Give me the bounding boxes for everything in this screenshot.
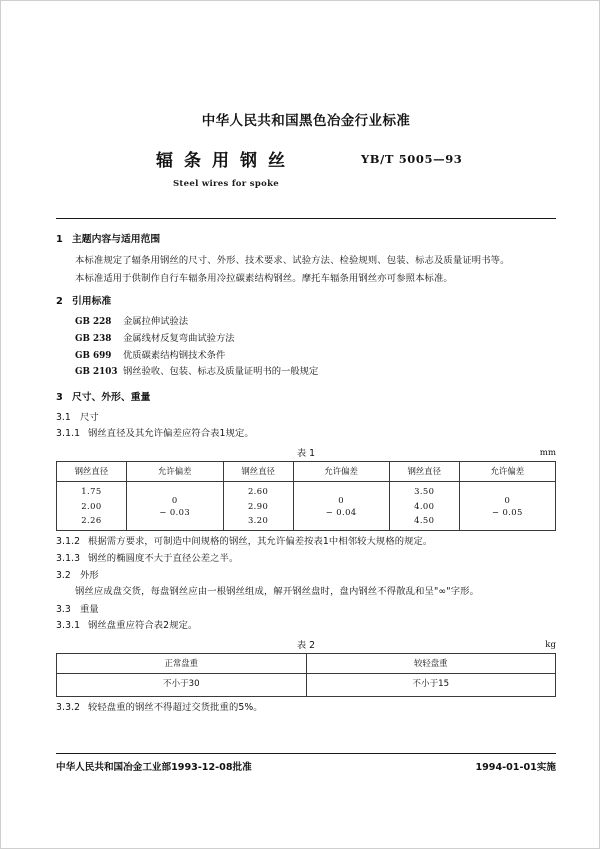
reference-code: GB 228 — [75, 317, 112, 328]
table-1 — [56, 461, 556, 531]
reference-code: GB 699 — [75, 350, 112, 361]
section-1-number: 1 — [56, 234, 63, 245]
diameter-value: 1.75 — [81, 486, 102, 497]
section-3-2-title: 外形 — [80, 570, 99, 582]
diameter-value: 3.20 — [247, 515, 269, 526]
section-2-heading — [56, 295, 556, 310]
clause-3-1-3-text: 钢丝的椭圆度不大于直径公差之半。 — [88, 553, 239, 565]
referenced-standards-list — [56, 315, 556, 379]
table-1-header-cell: 钢丝直径 — [57, 462, 127, 482]
clause-3-3-2-text: 较轻盘重的钢丝不得超过交货批重的5%。 — [88, 701, 263, 713]
section-3-title: 尺寸、外形、重量 — [72, 391, 151, 403]
document-body — [56, 233, 556, 718]
page-title: 辐条用钢丝 — [156, 151, 296, 171]
approval-text: 中华人民共和国冶金工业部1993-12-08批准 — [56, 762, 252, 773]
reference-code: GB 238 — [75, 333, 112, 344]
section-3-1-heading — [56, 411, 556, 425]
clause-3-3-2 — [56, 701, 556, 715]
reference-title: 钢丝验收、包装、标志及质量证明书的一般规定 — [123, 366, 319, 378]
clause-3-3-1 — [56, 619, 556, 633]
header-divider — [56, 218, 556, 219]
table-1-tolerance-group-3 — [459, 482, 555, 531]
reference-title: 金属线材反复弯曲试验方法 — [123, 332, 235, 344]
table-1-header-cell: 允许偏差 — [126, 462, 223, 482]
issuer-title: 中华人民共和国黑色冶金行业标准 — [201, 113, 411, 129]
clause-3-1-1-text: 钢丝直径及其允许偏差应符合表1规定。 — [88, 428, 254, 440]
page-content-area — [56, 1, 556, 849]
list-item — [56, 332, 556, 346]
table-2-block — [56, 639, 556, 697]
clause-3-1-1-number: 3.1.1 — [56, 428, 81, 440]
section-1-heading — [56, 233, 556, 248]
list-item — [56, 365, 556, 379]
clause-3-1-2-text: 根据需方要求，可制造中间规格的钢丝，其允许偏差按表1中相邻较大规格的规定。 — [88, 536, 433, 548]
table-row — [57, 482, 556, 531]
table-1-unit: mm — [539, 448, 556, 459]
tolerance-upper: 0 — [504, 494, 511, 505]
clause-3-1-3 — [56, 552, 556, 566]
clause-3-3-1-text: 钢丝盘重应符合表2规定。 — [88, 619, 198, 631]
list-item — [56, 315, 556, 329]
tolerance-lower: − 0.05 — [491, 507, 523, 518]
section-2-title: 引用标准 — [72, 295, 112, 307]
section-3-3-heading — [56, 603, 556, 617]
tolerance-lower: − 0.03 — [159, 507, 191, 518]
english-title: Steel wires for spoke — [172, 179, 279, 189]
table-1-header-cell: 允许偏差 — [293, 462, 389, 482]
clause-3-3-1-number: 3.3.1 — [56, 619, 81, 631]
section-3-2-number: 3.2 — [56, 570, 71, 582]
diameter-value: 4.50 — [414, 515, 435, 526]
table-2-header-cell: 较轻盘重 — [306, 653, 556, 673]
section-3-heading — [56, 391, 556, 406]
clause-3-1-1 — [56, 427, 556, 441]
table-1-diameter-group-1 — [57, 482, 127, 531]
table-1-diameter-group-3 — [389, 482, 459, 531]
section-3-2-heading — [56, 569, 556, 583]
clause-3-3-2-number: 3.3.2 — [56, 701, 81, 713]
table-1-header-cell: 钢丝直径 — [389, 462, 459, 482]
diameter-value: 2.90 — [247, 500, 269, 511]
tolerance-lower: − 0.04 — [325, 507, 357, 518]
table-1-header-cell: 钢丝直径 — [223, 462, 293, 482]
standard-code: YB/T 5005—93 — [361, 152, 463, 166]
table-2-header-cell: 正常盘重 — [57, 653, 307, 673]
section-1-paragraph-1: 本标准规定了辐条用钢丝的尺寸、外形、技术要求、试验方法、检验规则、包装、标志及质量证明书等。 — [75, 254, 510, 266]
section-1-title: 主题内容与适用范围 — [72, 234, 161, 245]
clause-3-1-2 — [56, 535, 556, 549]
tolerance-upper: 0 — [338, 494, 345, 505]
list-item — [56, 349, 556, 363]
footer-divider — [56, 753, 556, 754]
table-row — [57, 673, 556, 696]
table-1-block — [56, 447, 556, 531]
table-1-header-cell: 允许偏差 — [459, 462, 555, 482]
table-2-value-cell: 不小于30 — [57, 673, 307, 696]
clause-3-1-2-number: 3.1.2 — [56, 536, 81, 548]
table-row — [57, 653, 556, 673]
reference-code: GB 2103 — [75, 367, 118, 378]
reference-title: 优质碳素结构钢技术条件 — [123, 349, 226, 361]
diameter-value: 4.00 — [414, 500, 435, 511]
table-2-caption-text: 表 2 — [296, 639, 316, 651]
section-3-3-number: 3.3 — [56, 603, 71, 615]
footer — [56, 759, 556, 775]
section-3-number: 3 — [56, 391, 63, 403]
implementation-text: 1994-01-01实施 — [475, 762, 556, 773]
table-2-value-cell: 不小于15 — [306, 673, 556, 696]
tolerance-upper: 0 — [171, 494, 178, 505]
section-3-1-title: 尺寸 — [80, 412, 99, 424]
diameter-value: 2.26 — [81, 515, 102, 526]
section-1-paragraph-2: 本标准适用于供制作自行车辐条用冷拉碳素结构钢丝。摩托车辐条用钢丝亦可参照本标准。 — [75, 272, 453, 284]
table-2-caption — [56, 639, 556, 653]
section-3-2-paragraph: 钢丝应成盘交货，每盘钢丝应由一根钢丝组成，解开钢丝盘时，盘内钢丝不得散乱和呈"∞"字形。 — [75, 585, 480, 597]
masthead — [56, 109, 556, 129]
diameter-value: 2.60 — [247, 486, 269, 497]
table-1-diameter-group-2 — [223, 482, 293, 531]
section-3-3-title: 重量 — [80, 603, 99, 615]
table-1-tolerance-group-2 — [293, 482, 389, 531]
section-2-number: 2 — [56, 295, 63, 307]
reference-title: 金属拉伸试验法 — [123, 316, 189, 328]
table-2-unit: kg — [545, 639, 556, 650]
table-1-caption — [56, 447, 556, 461]
section-3-1-number: 3.1 — [56, 412, 71, 424]
table-row — [57, 462, 556, 482]
clause-3-1-3-number: 3.1.3 — [56, 553, 81, 565]
table-2 — [56, 653, 556, 697]
diameter-value: 3.50 — [414, 486, 435, 497]
table-1-caption-text: 表 1 — [296, 448, 316, 460]
diameter-value: 2.00 — [81, 500, 102, 511]
table-1-tolerance-group-1 — [126, 482, 223, 531]
